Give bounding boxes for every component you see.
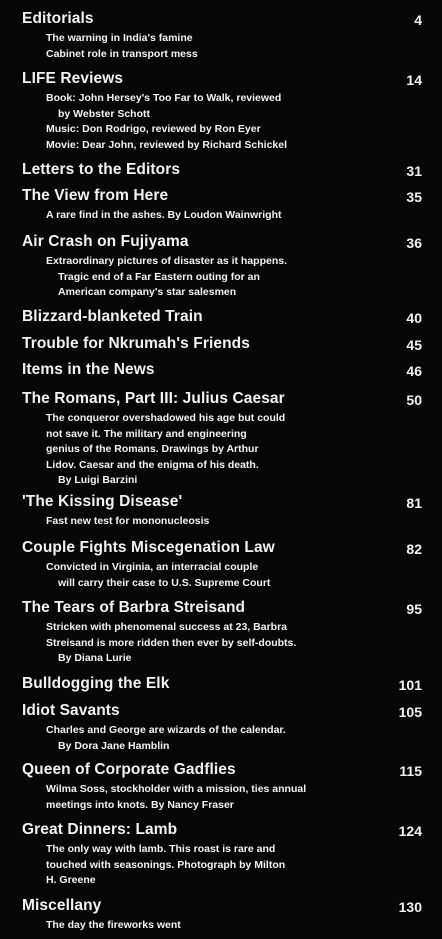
article-title: LIFE Reviews [22,70,124,87]
toc-entry-the-romans-part-iii-julius-caesar [0,389,442,489]
description-line: The only way with lamb. This roast is rare and [46,843,276,855]
toc-entry-header [0,232,442,254]
description-line: will carry their case to U.S. Supreme Court [58,576,271,589]
description-line: Fast new test for mononucleosis [46,515,210,527]
page-number: 31 [406,163,422,179]
toc-entry-couple-fights-miscegenation-law [0,538,442,591]
toc-entry-header [0,186,442,208]
toc-entry-header [0,701,442,723]
page-number: 105 [398,704,422,720]
article-description [46,842,376,889]
toc-entry-header [0,598,442,620]
page-number: 35 [406,189,422,205]
page-number: 82 [406,541,422,557]
toc-entry-life-reviews [0,69,442,153]
description-line: Music: Don Rodrigo, reviewed by Ron Eyer [46,123,261,135]
article-title: Bulldogging the Elk [22,675,170,692]
page-number: 124 [398,823,422,839]
description-line: by Webster Schott [58,107,150,120]
article-title: Queen of Corporate Gadflies [22,761,236,778]
article-description [46,91,376,153]
description-line: genius of the Romans. Drawings by Arthur [46,443,259,455]
toc-entry-header [0,9,442,31]
description-line: Charles and George are wizards of the calendar. [46,724,286,736]
article-title: The View from Here [22,187,169,204]
description-line: Lidov. Caesar and the enigma of his death. [46,458,259,471]
page-number: 36 [406,235,422,251]
toc-entry-header [0,360,442,382]
toc-entry-trouble-for-nkrumah-s-friends [0,334,442,356]
page-number: 50 [406,392,422,408]
description-line: Stricken with phenomenal success at 23, Barbra [46,621,288,633]
toc-entry-header [0,307,442,329]
toc-entry-header [0,492,442,514]
description-line: Convicted in Virginia, an interracial couple [46,561,259,573]
page-number: 115 [399,763,422,779]
article-description [46,411,376,489]
article-title: Idiot Savants [22,702,120,719]
article-description [46,254,376,301]
article-description [46,620,376,667]
description-line: Movie: Dear John, reviewed by Richard Schickel [46,138,288,151]
article-title: Couple Fights Miscegenation Law [22,539,275,556]
description-line: The warning in India's famine [46,32,193,44]
description-line: By Dora Jane Hamblin [58,739,170,752]
article-title: The Romans, Part III: Julius Caesar [22,390,285,407]
article-title: Items in the News [22,361,155,378]
description-line: touched with seasonings. Photograph by Milton [46,858,286,871]
article-title: The Tears of Barbra Streisand [22,599,246,616]
description-line: A rare find in the ashes. By Loudon Wainwright [46,209,282,221]
description-line: Book: John Hersey's Too Far to Walk, reviewed [46,92,282,104]
article-description [46,208,376,224]
toc-entry-header [0,820,442,842]
toc-entry-the-kissing-disease [0,492,442,530]
description-line: meetings into knots. By Nancy Fraser [46,798,234,811]
description-line: By Diana Lurie [58,652,132,664]
description-line: By Luigi Barzini [58,474,138,486]
toc-entry-air-crash-on-fujiyama [0,232,442,301]
toc-entry-editorials [0,9,442,62]
description-line: H. Greene [46,874,96,886]
toc-entry-the-view-from-here [0,186,442,224]
article-title: Editorials [22,10,94,27]
article-title: Great Dinners: Lamb [22,821,178,838]
page-number: 81 [406,495,422,511]
page-number: 95 [406,601,422,617]
description-line: Wilma Soss, stockholder with a mission, ties annual [46,783,307,795]
page-number: 4 [414,12,422,28]
toc-entry-header [0,896,442,918]
toc-entry-items-in-the-news [0,360,442,382]
toc-entry-header [0,160,442,182]
article-description [46,560,376,591]
toc-entry-blizzard-blanketed-train [0,307,442,329]
toc-entry-header [0,538,442,560]
article-description [46,723,376,754]
article-title: Miscellany [22,897,102,914]
toc-entry-idiot-savants [0,701,442,754]
toc-entry-the-tears-of-barbra-streisand [0,598,442,667]
article-description [46,514,376,530]
page-number: 14 [406,72,422,88]
toc-entry-great-dinners-lamb [0,820,442,889]
toc-entry-header [0,334,442,356]
toc-entry-header [0,69,442,91]
toc-entry-header [0,674,442,696]
article-title: Letters to the Editors [22,161,181,178]
description-line: Streisand is more ridden then ever by self-doubts. [46,636,297,649]
toc-entry-queen-of-corporate-gadflies [0,760,442,813]
article-title: Blizzard-blanketed Train [22,308,203,325]
toc-entry-letters-to-the-editors [0,160,442,182]
article-title: 'The Kissing Disease' [22,493,183,510]
description-line: American company's star salesmen [58,286,237,298]
article-description [46,31,376,62]
toc-entry-header [0,389,442,411]
toc-entry-bulldogging-the-elk [0,674,442,696]
description-line: Extraordinary pictures of disaster as it happens. [46,255,287,267]
description-line: The conqueror overshadowed his age but could [46,412,286,424]
description-line: Tragic end of a Far Eastern outing for an [58,270,260,283]
toc-entry-miscellany [0,896,442,934]
article-title: Trouble for Nkrumah's Friends [22,335,250,352]
article-title: Air Crash on Fujiyama [22,233,189,250]
description-line: The day the fireworks went [46,919,181,931]
page-number: 40 [406,310,422,326]
page-number: 45 [406,337,422,353]
toc-entry-header [0,760,442,782]
article-description [46,918,376,934]
description-line: not save it. The military and engineering [46,427,247,440]
description-line: Cabinet role in transport mess [46,47,198,60]
page-number: 130 [398,899,422,915]
page-number: 46 [406,363,422,379]
article-description [46,782,376,813]
page-number: 101 [398,677,422,693]
